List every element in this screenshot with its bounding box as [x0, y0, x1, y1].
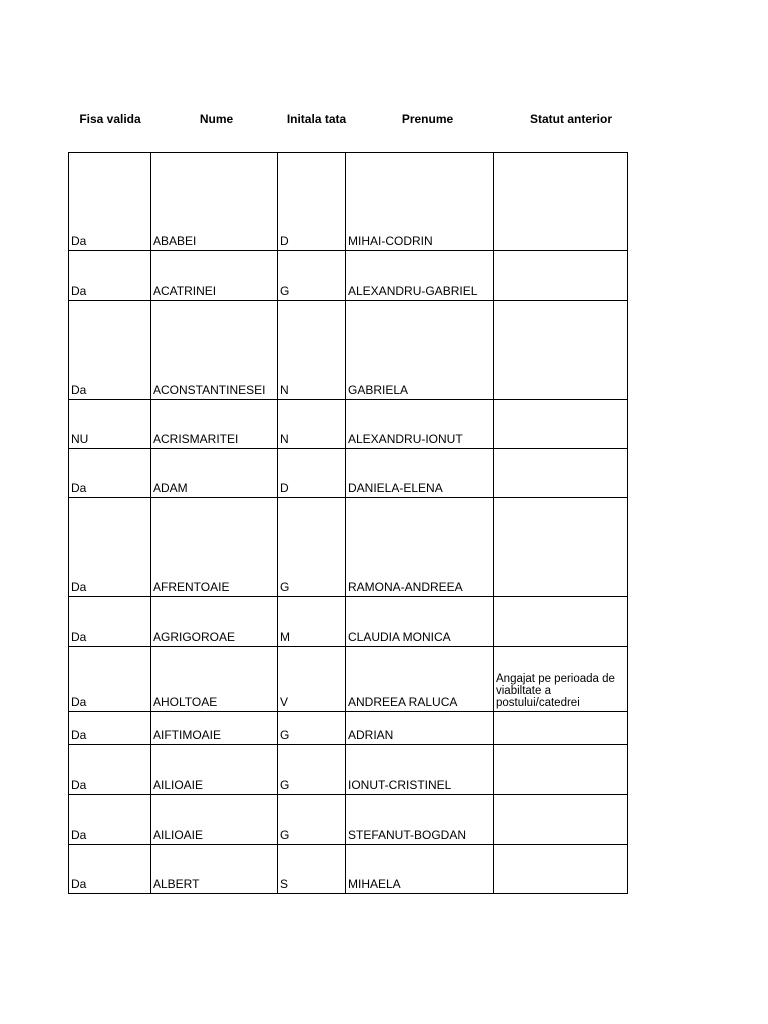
header-statut-anterior: Statut anterior [529, 112, 612, 126]
cell-fisa-valida: Da [69, 251, 151, 301]
cell-fisa-valida: Da [69, 597, 151, 647]
table-row [69, 400, 628, 449]
cell-prenume: IONUT-CRISTINEL [346, 745, 494, 795]
cell-initala-tata: S [278, 845, 346, 894]
cell-nume: AHOLTOAE [151, 647, 278, 712]
cell-statut-anterior [494, 400, 628, 449]
cell-fisa-valida: Da [69, 712, 151, 745]
cell-prenume: MIHAELA [346, 845, 494, 894]
cell-fisa-valida: Da [69, 647, 151, 712]
cell-statut-anterior [494, 845, 628, 894]
cell-initala-tata: G [278, 745, 346, 795]
cell-statut-anterior [494, 498, 628, 597]
cell-prenume: MIHAI-CODRIN [346, 153, 494, 251]
header-nume: Nume [199, 112, 234, 126]
table-row [69, 301, 628, 400]
data-table [68, 152, 628, 894]
table-row [69, 449, 628, 498]
cell-nume: AILIOAIE [151, 745, 278, 795]
cell-fisa-valida: Da [69, 153, 151, 251]
cell-statut-anterior [494, 449, 628, 498]
cell-statut-anterior: Angajat pe perioada de viabiltate a postului/catedrei [494, 647, 628, 712]
cell-initala-tata: G [278, 795, 346, 845]
cell-nume: ACRISMARITEI [151, 400, 278, 449]
cell-prenume: CLAUDIA MONICA [346, 597, 494, 647]
table-row [69, 712, 628, 745]
cell-statut-anterior [494, 795, 628, 845]
cell-fisa-valida: Da [69, 745, 151, 795]
table-row [69, 498, 628, 597]
table-row [69, 597, 628, 647]
cell-statut-anterior [494, 301, 628, 400]
cell-initala-tata: M [278, 597, 346, 647]
cell-nume: AILIOAIE [151, 795, 278, 845]
cell-fisa-valida: Da [69, 795, 151, 845]
cell-nume: AIFTIMOAIE [151, 712, 278, 745]
cell-fisa-valida: Da [69, 449, 151, 498]
cell-initala-tata: G [278, 712, 346, 745]
cell-nume: ADAM [151, 449, 278, 498]
cell-nume: ACONSTANTINESEI [151, 301, 278, 400]
cell-nume: AFRENTOAIE [151, 498, 278, 597]
cell-prenume: ALEXANDRU-IONUT [346, 400, 494, 449]
header-prenume: Prenume [401, 112, 454, 126]
table-row [69, 845, 628, 894]
cell-initala-tata: G [278, 498, 346, 597]
cell-nume: AGRIGOROAE [151, 597, 278, 647]
cell-initala-tata: D [278, 153, 346, 251]
cell-prenume: RAMONA-ANDREEA [346, 498, 494, 597]
cell-fisa-valida: Da [69, 301, 151, 400]
table-row [69, 153, 628, 251]
table-row [69, 745, 628, 795]
cell-prenume: DANIELA-ELENA [346, 449, 494, 498]
cell-nume: ALBERT [151, 845, 278, 894]
table-row [69, 647, 628, 712]
cell-initala-tata: N [278, 301, 346, 400]
cell-prenume: ALEXANDRU-GABRIEL [346, 251, 494, 301]
cell-initala-tata: G [278, 251, 346, 301]
cell-prenume: ANDREEA RALUCA [346, 647, 494, 712]
cell-fisa-valida: Da [69, 498, 151, 597]
header-initala-tata: Initala tata [286, 112, 347, 126]
cell-prenume: GABRIELA [346, 301, 494, 400]
cell-prenume: STEFANUT-BOGDAN [346, 795, 494, 845]
header-fisa-valida: Fisa valida [79, 112, 141, 126]
cell-statut-anterior [494, 251, 628, 301]
table-row [69, 251, 628, 301]
cell-statut-anterior [494, 597, 628, 647]
cell-initala-tata: V [278, 647, 346, 712]
table-row [69, 795, 628, 845]
cell-prenume: ADRIAN [346, 712, 494, 745]
cell-fisa-valida: Da [69, 845, 151, 894]
cell-initala-tata: N [278, 400, 346, 449]
cell-statut-anterior [494, 153, 628, 251]
cell-statut-anterior [494, 745, 628, 795]
cell-nume: ABABEI [151, 153, 278, 251]
cell-fisa-valida: NU [69, 400, 151, 449]
cell-nume: ACATRINEI [151, 251, 278, 301]
cell-statut-anterior [494, 712, 628, 745]
cell-initala-tata: D [278, 449, 346, 498]
